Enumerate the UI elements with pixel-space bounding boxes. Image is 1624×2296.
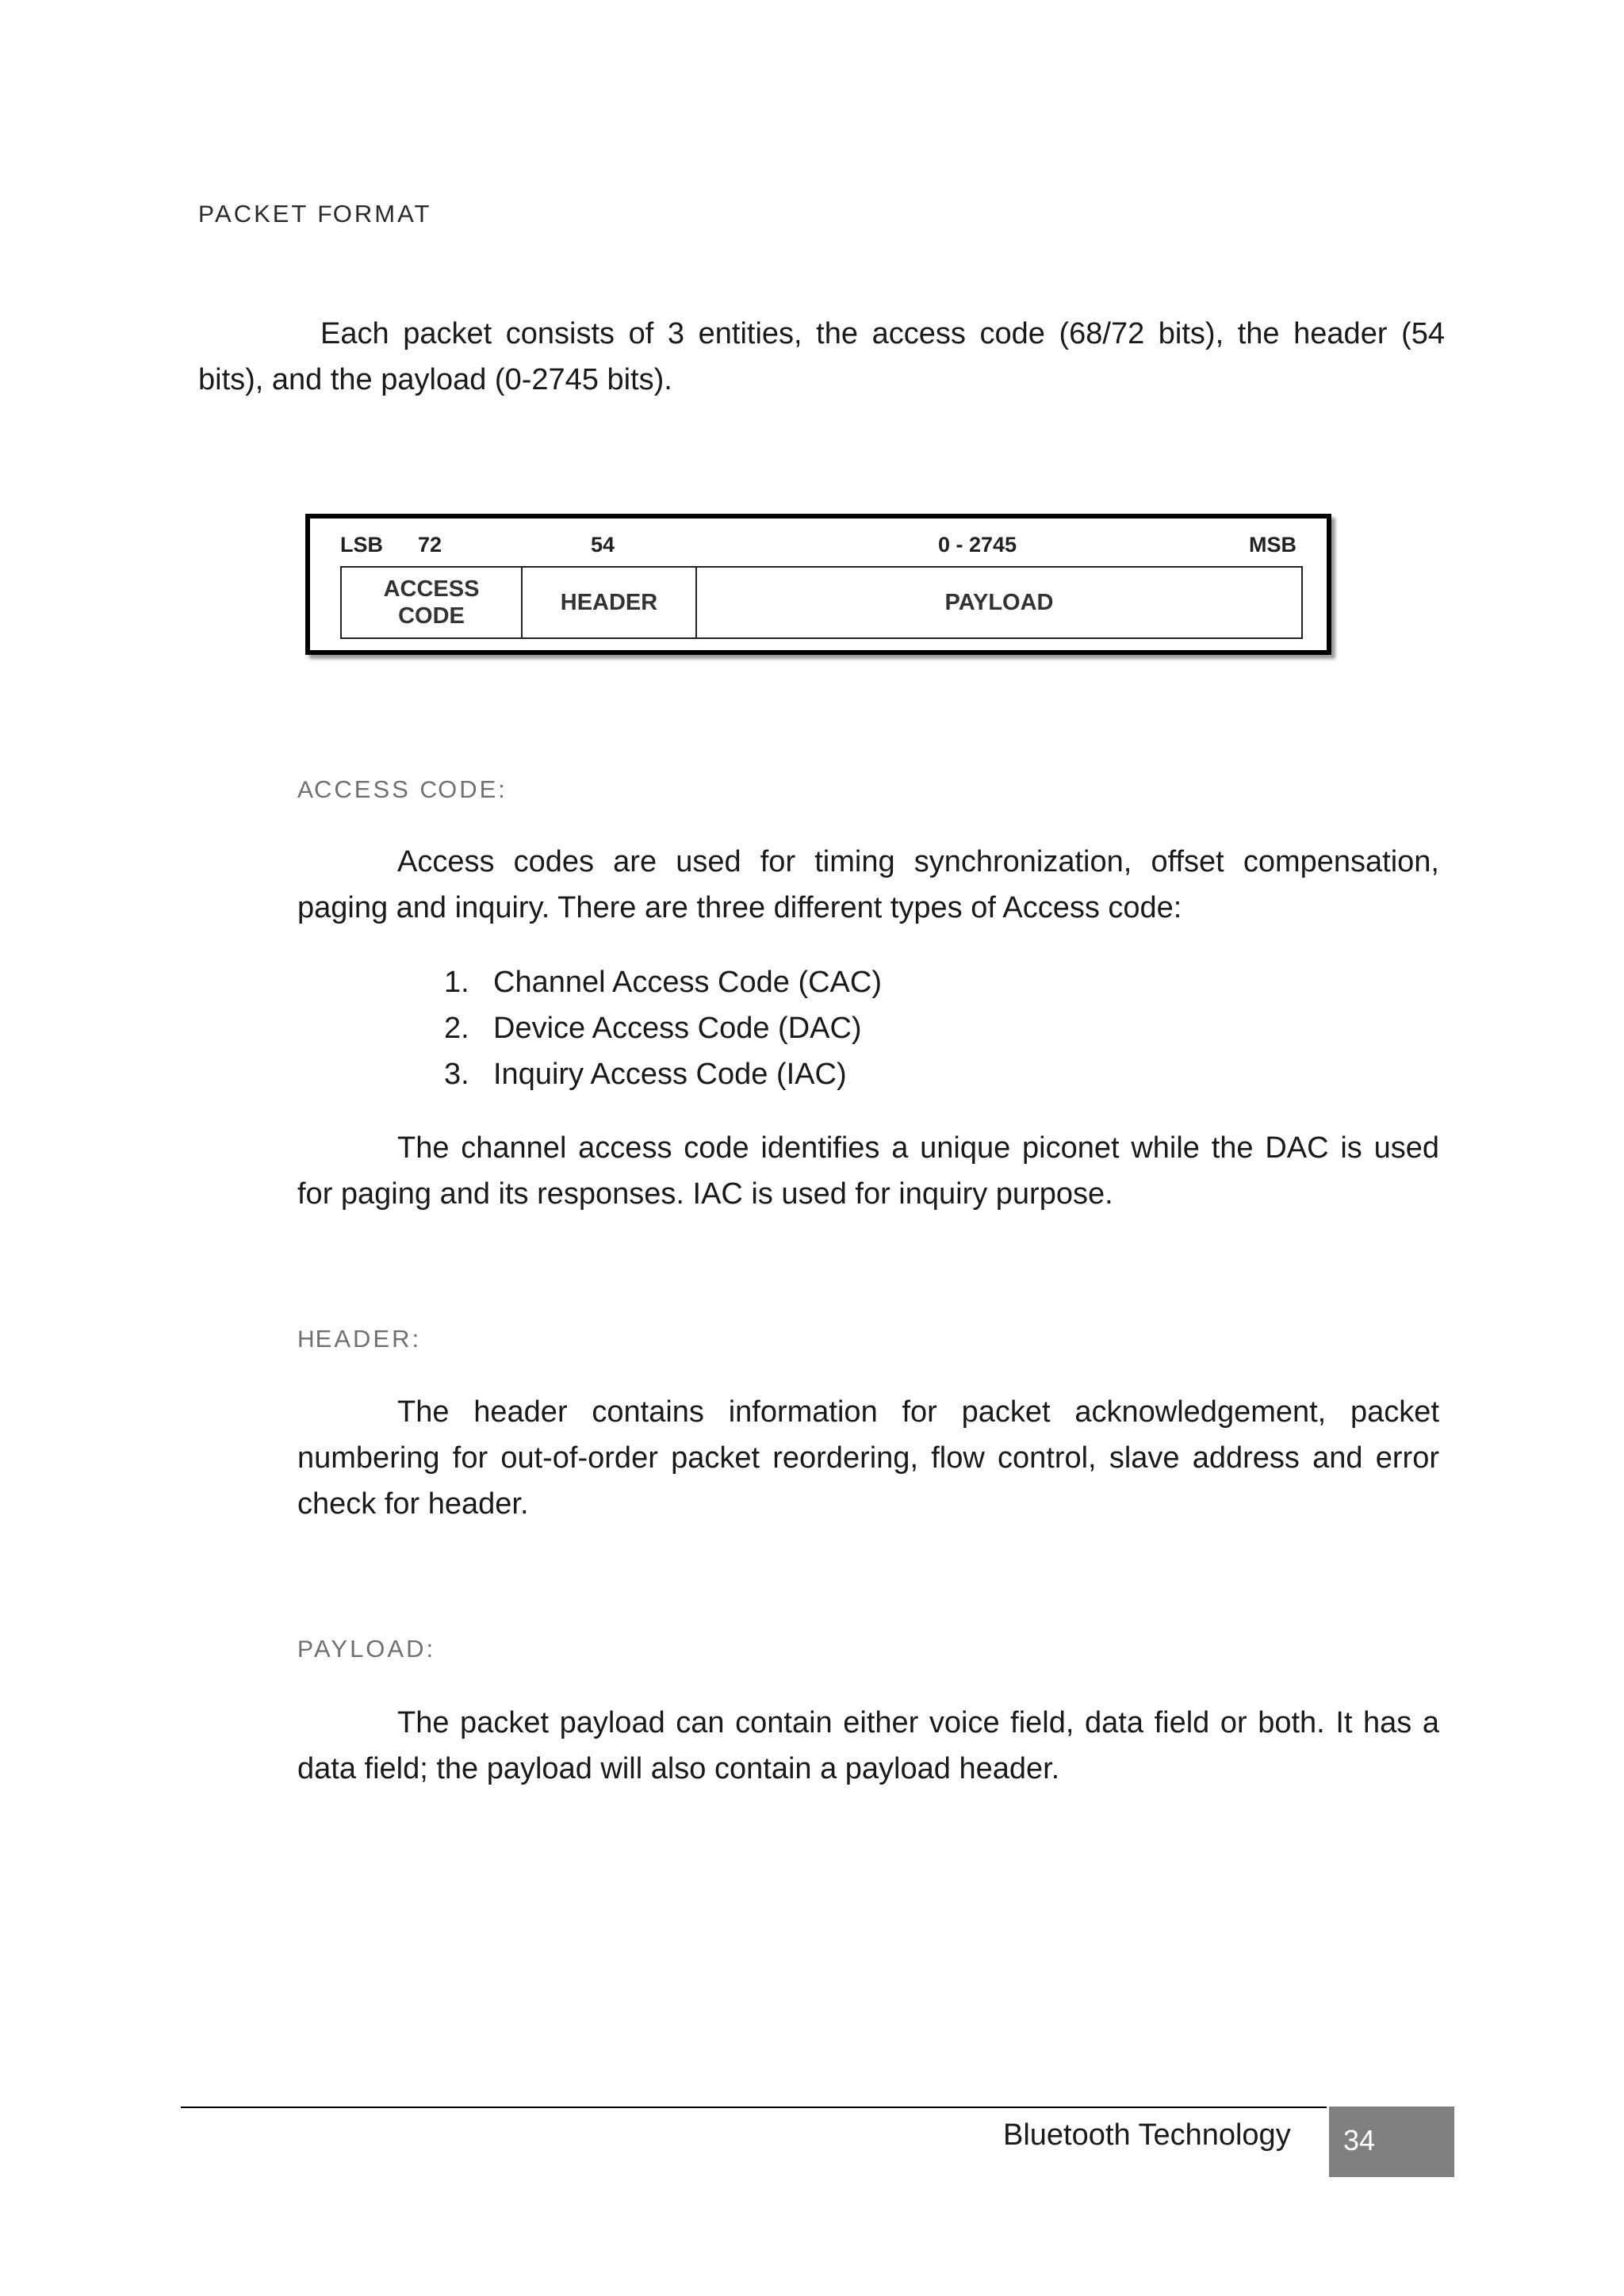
access-code-paragraph: Access codes are used for timing synchronization, offset compensation, paging and inquiry. There are three different types of Access code:: [297, 845, 1439, 924]
list-item: 2. Device Access Code (DAC): [444, 1012, 862, 1045]
payload-paragraph: The packet payload can contain either voice field, data field or both. It has a data field; the payload will also contain a payload header.: [297, 1706, 1439, 1785]
list-item: 3. Inquiry Access Code (IAC): [444, 1058, 847, 1091]
access-code-list: [444, 959, 1158, 1097]
payload-heading: PAYLOAD:: [297, 1635, 436, 1663]
diagram-label-54: 54: [591, 533, 615, 557]
diagram-cell-payload: PAYLOAD: [944, 590, 1054, 615]
access-code-heading: ACCESS CODE:: [297, 775, 508, 803]
header-paragraph: The header contains information for packet acknowledgement, packet numbering for out-of-order packet reordering, flow control, slave address and error check for header.: [297, 1395, 1439, 1521]
access-code-paragraph-2: The channel access code identifies a unique piconet while the DAC is used for paging and its responses. IAC is used for inquiry purpose.: [297, 1131, 1439, 1211]
diagram-cell-header: HEADER: [523, 568, 697, 637]
diagram-label-lsb: LSB: [340, 533, 383, 557]
diagram-label-payload-bits: 0 - 2745: [938, 533, 1017, 557]
diagram-fields: [340, 566, 1303, 639]
diagram-label-72: 72: [418, 533, 442, 557]
footer-rule: [181, 2107, 1327, 2108]
intro-paragraph: Each packet consists of 3 entities, the access code (68/72 bits), the header (54 bits), and the payload (0-2745 bits).: [198, 317, 1445, 396]
packet-format-diagram: [305, 514, 1331, 655]
footer-title: Bluetooth Technology: [1003, 2118, 1291, 2152]
header-heading: HEADER:: [297, 1325, 422, 1353]
page-number: 34: [1329, 2107, 1454, 2177]
list-item: 1. Channel Access Code (CAC): [444, 966, 882, 999]
diagram-label-msb: MSB: [1249, 533, 1297, 557]
diagram-cell-access-code: ACCESS CODE: [342, 568, 523, 637]
section-title: PACKET FORMAT: [198, 200, 432, 228]
